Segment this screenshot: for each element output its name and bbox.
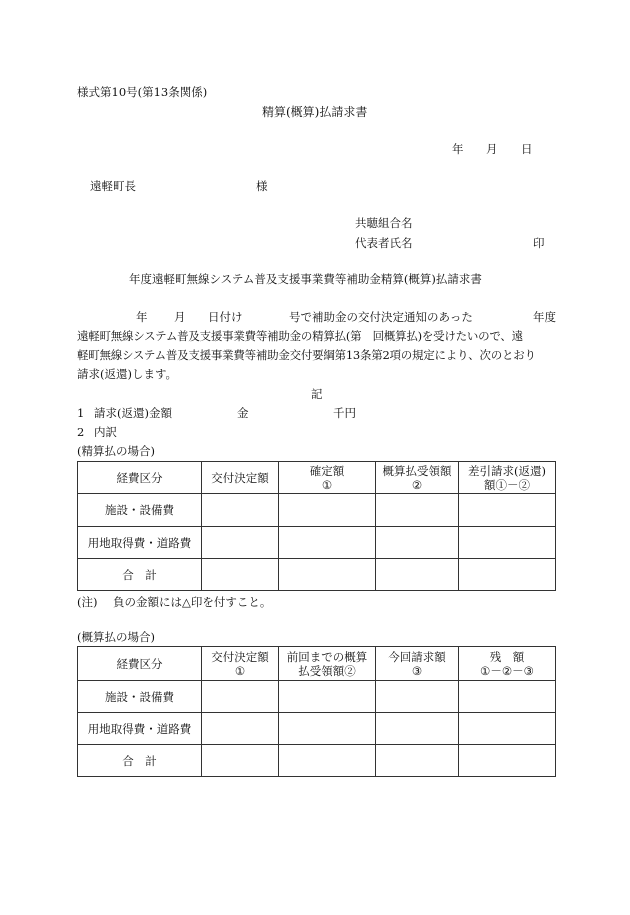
amount-cell: [376, 713, 459, 745]
amount-cell: [202, 559, 279, 591]
body-line-2: 遠軽町無線システム普及支援事業費等補助金の精算払(第 回概算払)を受けたいので、遠: [77, 329, 523, 343]
date-month-label: 月: [486, 142, 498, 156]
table-row: [78, 745, 556, 777]
row-label: 用地取得費・道路費: [78, 527, 202, 559]
header-cell: 差引請求(返還) 額①－②: [459, 462, 556, 494]
table-row: [78, 559, 556, 591]
row-label: 施設・設備費: [78, 681, 202, 713]
document-title: 精算(概算)払請求書: [262, 105, 368, 119]
item-1-label: 請求(返還)金額: [94, 406, 172, 420]
amount-cell: [279, 527, 376, 559]
row-label: 用地取得費・道路費: [78, 713, 202, 745]
representative-name-label: 代表者氏名: [355, 236, 413, 250]
note-label: (注): [77, 595, 98, 609]
body-day-label: 日付け: [208, 310, 243, 324]
amount-cell: [202, 681, 279, 713]
addressee-honorific: 様: [256, 179, 268, 193]
table-header-row: [78, 647, 556, 681]
subject-line: 年度遠軽町無線システム普及支援事業費等補助金精算(概算)払請求書: [129, 272, 482, 286]
amount-cell: [376, 745, 459, 777]
amount-cell: [376, 494, 459, 527]
row-label: 合 計: [78, 745, 202, 777]
body-number-text: 号で補助金の交付決定通知のあった: [289, 310, 473, 324]
body-line-1: [77, 308, 557, 327]
header-cell: 前回までの概算 払受領額②: [279, 647, 376, 681]
header-cell: 今回請求額 ③: [376, 647, 459, 681]
form-number: 様式第10号(第13条関係): [77, 85, 208, 99]
date-day-label: 日: [521, 142, 533, 156]
header-cell: 経費区分: [78, 647, 202, 681]
table-header-row: [78, 462, 556, 494]
seal-mark: 印: [533, 236, 545, 250]
table-row: [78, 527, 556, 559]
header-cell: 交付決定額 ①: [202, 647, 279, 681]
amount-cell: [279, 559, 376, 591]
amount-cell: [376, 681, 459, 713]
body-year-label: 年: [136, 310, 148, 324]
amount-cell: [376, 559, 459, 591]
table-row: [78, 713, 556, 745]
amount-cell: [279, 713, 376, 745]
amount-cell: [459, 527, 556, 559]
body-line-4: 請求(返還)します。: [77, 367, 178, 381]
item-1-unit: 千円: [333, 406, 356, 420]
note-text: 負の金額には△印を付すこと。: [113, 595, 272, 609]
amount-cell: [202, 713, 279, 745]
seisan-breakdown-table: [77, 461, 556, 591]
item-1-number: 1: [77, 406, 85, 420]
item-2-number: 2: [77, 425, 85, 439]
amount-cell: [279, 745, 376, 777]
row-label: 施設・設備費: [78, 494, 202, 527]
date-year-label: 年: [452, 142, 464, 156]
amount-cell: [202, 527, 279, 559]
gaisan-breakdown-table: [77, 646, 556, 777]
header-cell: 経費区分: [78, 462, 202, 494]
amount-cell: [459, 681, 556, 713]
amount-cell: [279, 494, 376, 527]
amount-cell: [459, 559, 556, 591]
body-paragraph: [77, 308, 557, 384]
item-1-kin: 金: [237, 406, 249, 420]
amount-cell: [202, 494, 279, 527]
amount-cell: [279, 681, 376, 713]
row-label: 合 計: [78, 559, 202, 591]
ki-heading: 記: [311, 387, 323, 401]
header-cell: 概算払受領額 ②: [376, 462, 459, 494]
seisan-table-caption: (精算払の場合): [77, 444, 155, 458]
body-line-3: 軽町無線システム普及支援事業費等補助金交付要綱第13条第2項の規定により、次のとおり: [77, 348, 536, 362]
header-cell: 残 額 ①－②－③: [459, 647, 556, 681]
amount-cell: [459, 745, 556, 777]
body-month-label: 月: [174, 310, 186, 324]
header-cell: 確定額 ①: [279, 462, 376, 494]
item-2-label: 内訳: [94, 425, 117, 439]
gaisan-table-caption: (概算払の場合): [77, 630, 155, 644]
addressee-name: 遠軽町長: [90, 179, 136, 193]
amount-cell: [376, 527, 459, 559]
amount-cell: [459, 494, 556, 527]
body-fiscal-year-label: 年度: [533, 310, 556, 324]
header-cell: 交付決定額: [202, 462, 279, 494]
amount-cell: [459, 713, 556, 745]
table-row: [78, 494, 556, 527]
amount-cell: [202, 745, 279, 777]
union-name-label: 共聴組合名: [355, 216, 413, 230]
table-row: [78, 681, 556, 713]
